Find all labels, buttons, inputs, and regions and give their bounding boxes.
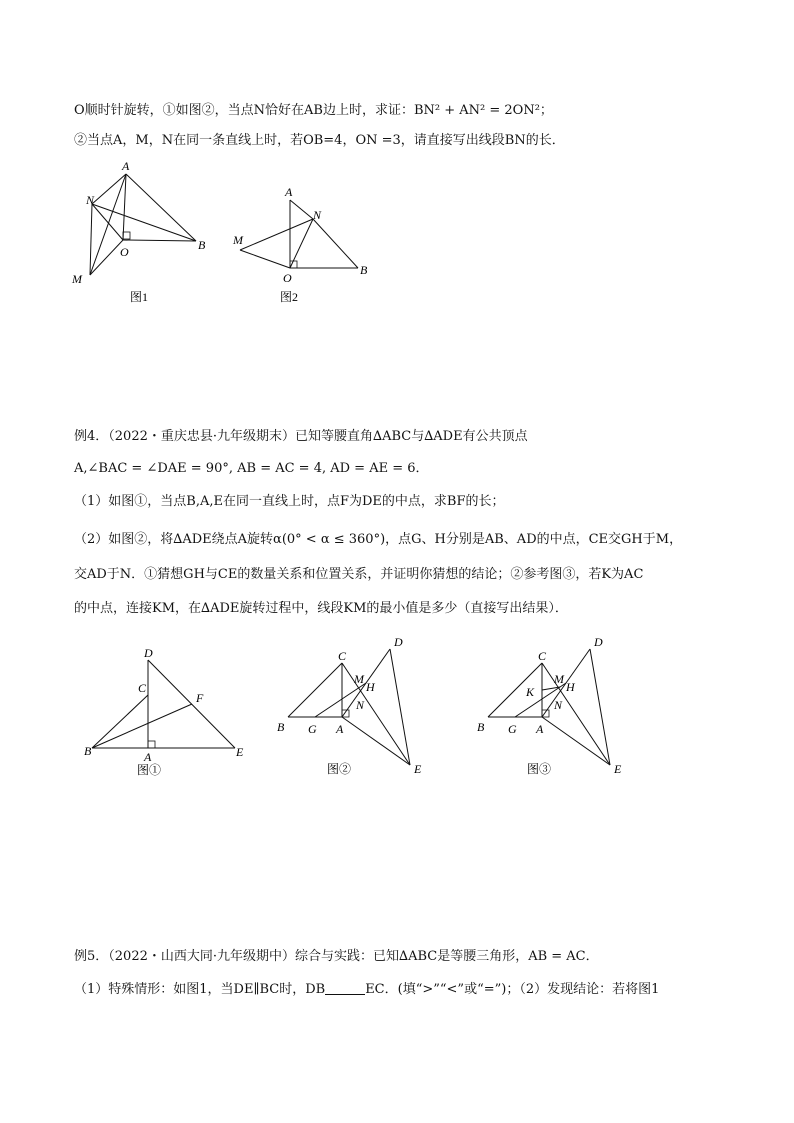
figure-2: [230, 180, 380, 314]
figC-label-H: H: [566, 680, 575, 694]
example4-line-4: （2）如图②，将∆ADE绕点A旋转α(0° < α ≤ 360°)，点G、H分别是AB、AD的中点，CE交GH于M，: [74, 532, 683, 547]
fig1-label-M: M: [72, 272, 82, 286]
example4-line-5: 交AD于N．①猜想GH与CE的数量关系和位置关系，并证明你猜想的结论；②参考图③，若K为AC: [74, 567, 644, 582]
figA-label-C: C: [138, 681, 147, 695]
figC-label-N: N: [554, 698, 563, 712]
figure-1-diagram: [70, 160, 220, 310]
fig2-label-N: N: [313, 208, 322, 222]
figB-label-D: D: [394, 635, 403, 649]
figA-label-D: D: [144, 646, 153, 660]
example5-line-2-part-b: EC．(填“>”“<”或“=”)；（2）发现结论：若将图1: [365, 982, 660, 997]
fig2-label-A: A: [285, 185, 293, 199]
figure-circled-3: [474, 633, 644, 787]
figB-label-H: H: [366, 680, 375, 694]
figure-1: [70, 160, 220, 314]
example4-line-2: A,∠BAC = ∠DAE = 90°, AB = AC = 4, AD = AE = 6．: [74, 461, 429, 476]
figB-label-E: E: [414, 762, 422, 776]
fig1-label-A: A: [122, 159, 130, 173]
figure-circled-3-diagram: [474, 633, 644, 783]
example4-line-1: 例4．（2022・重庆忠县·九年级期末）已知等腰直角∆ABC与∆ADE有公共顶点: [74, 429, 528, 444]
figB-label-B: B: [277, 720, 285, 734]
figure-circled-1-diagram: [80, 640, 260, 780]
example5-line-2-part-a: （1）特殊情形：如图1，当DE∥BC时，DB: [74, 982, 326, 997]
figC-label-K: K: [526, 685, 535, 699]
figB-label-N: N: [356, 698, 365, 712]
figC-label-B: B: [477, 720, 485, 734]
fig1-label-O: O: [120, 245, 129, 259]
answer-blank[interactable]: [325, 982, 365, 995]
figC-label-G: G: [508, 722, 517, 736]
fig2-label-B: B: [360, 263, 368, 277]
example5-line-2: [74, 981, 659, 999]
figure-2-diagram: [230, 180, 380, 310]
example4-line-3: （1）如图①，当点B,A,E在同一直线上时，点F为DE的中点，求BF的长；: [74, 494, 505, 509]
figC-label-D: D: [594, 635, 603, 649]
figB-label-M: M: [354, 672, 364, 686]
figC-label-A: A: [536, 722, 544, 736]
prev-problem-line-2: ②当点A，M，N在同一条直线上时，若OB=4，ON =3，请直接写出线段BN的长．: [74, 133, 565, 148]
figA-label-F: F: [196, 691, 204, 705]
example4-line-6: 的中点，连接KM，在∆ADE旋转过程中，线段KM的最小值是多少（直接写出结果）．: [74, 601, 568, 616]
figB-label-A: A: [336, 722, 344, 736]
fig2-label-M: M: [233, 233, 243, 247]
fig1-label-B: B: [198, 238, 206, 252]
figC-label-M: M: [554, 672, 564, 686]
figB-label-C: C: [338, 649, 347, 663]
figA-caption: 图①: [137, 763, 162, 777]
fig1-caption: 图1: [130, 290, 149, 304]
figA-label-A: A: [144, 750, 152, 764]
fig2-caption: 图2: [280, 290, 299, 304]
figB-caption: 图②: [327, 762, 352, 776]
figC-label-C: C: [538, 649, 547, 663]
figure-circled-2: [274, 633, 444, 787]
figB-label-G: G: [308, 722, 317, 736]
example5-line-1: 例5．（2022・山西大同·九年级期中）综合与实践：已知∆ABC是等腰三角形，AB = AC．: [74, 949, 599, 964]
fig1-label-N: N: [86, 193, 95, 207]
figC-caption: 图③: [527, 762, 552, 776]
fig2-label-O: O: [283, 271, 292, 285]
figC-label-E: E: [614, 762, 622, 776]
figA-label-B: B: [84, 744, 92, 758]
figA-label-E: E: [236, 745, 244, 759]
prev-problem-line-1: O顺时针旋转，①如图②，当点N恰好在AB边上时，求证：BN² + AN² = 2ON²；: [74, 103, 553, 118]
figure-circled-2-diagram: [274, 633, 444, 783]
figure-circled-1: [80, 640, 260, 784]
